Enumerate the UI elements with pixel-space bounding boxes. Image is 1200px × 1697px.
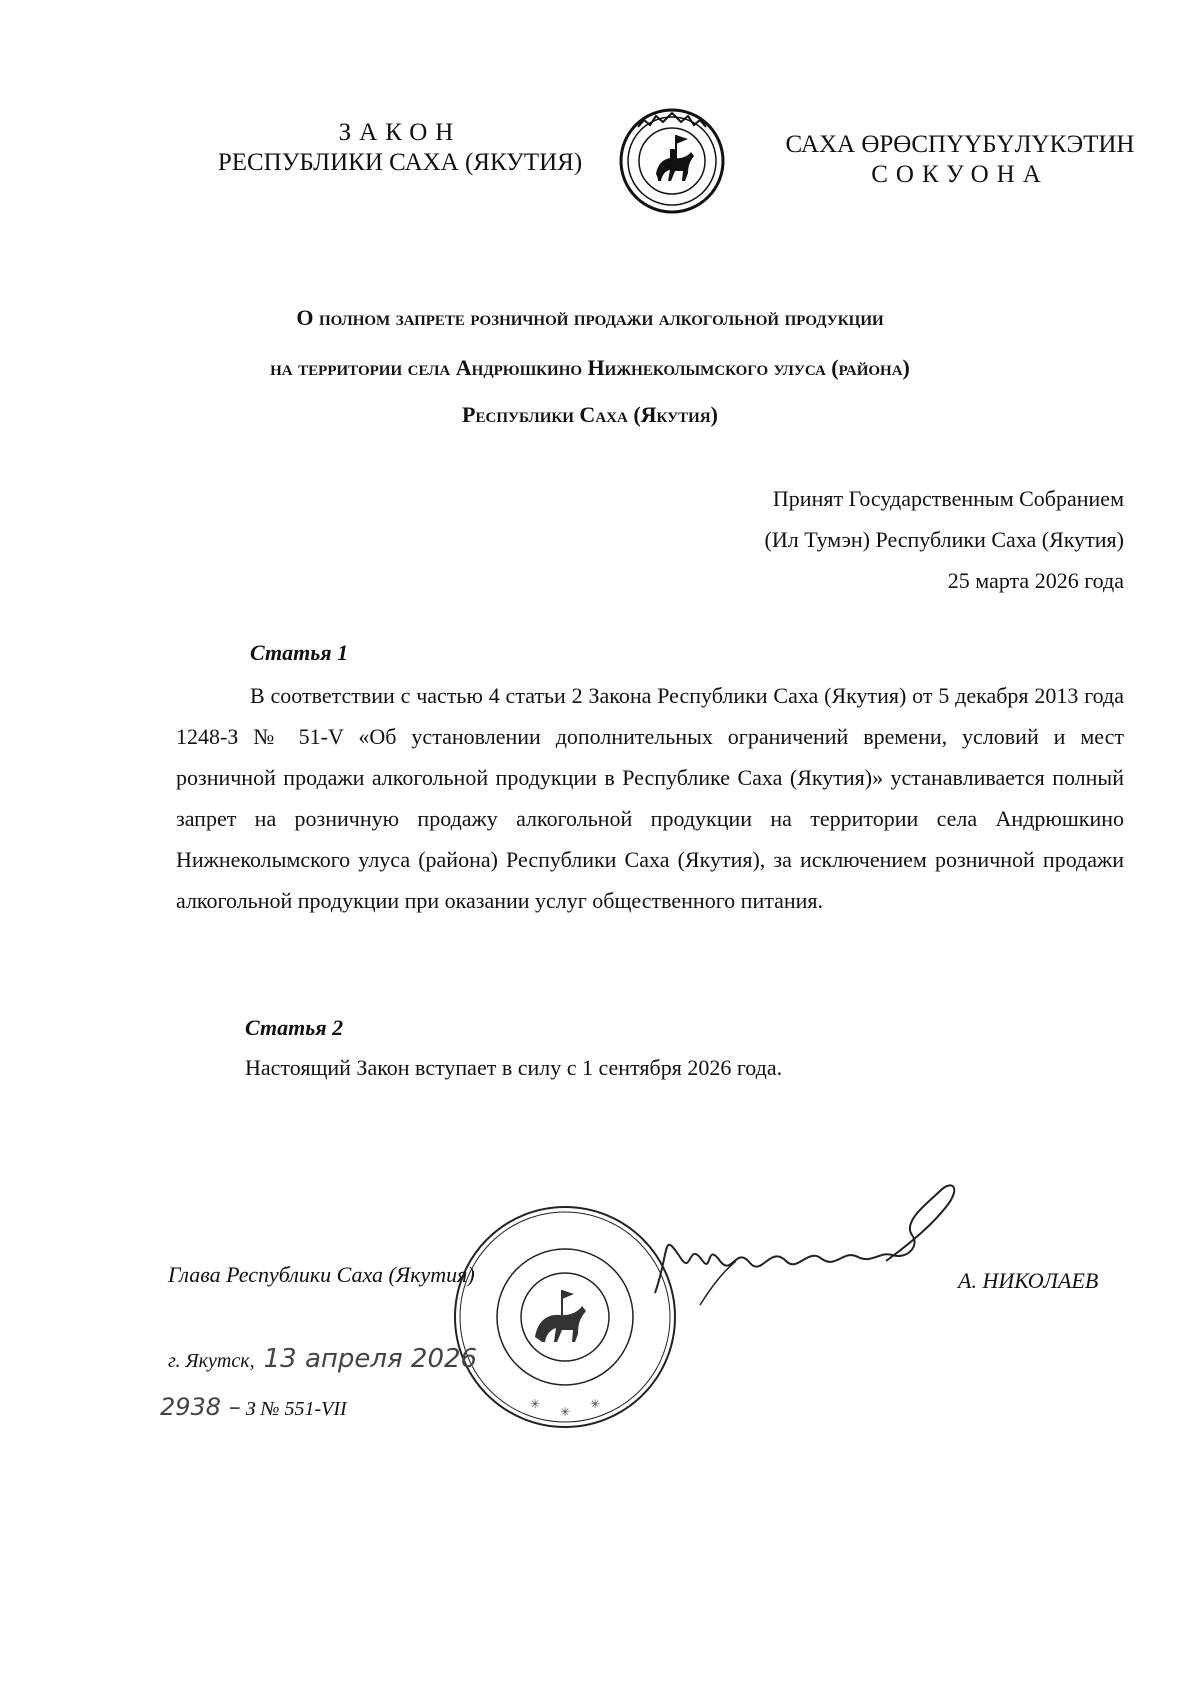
svg-text:✳: ✳ xyxy=(560,1405,571,1419)
article-2-text: Настоящий Закон вступает в силу с 1 сентября 2026 года. xyxy=(245,1055,783,1080)
adoption-block xyxy=(765,478,1124,601)
handwritten-date: 13 апреля 2026 xyxy=(263,1344,478,1374)
signing-place: г. Якутск, xyxy=(168,1350,255,1372)
article-1-text: В соответствии с частью 4 статьи 2 Закона Республики Саха (Якутия) от 5 декабря 2013 года 1248-З № 51-V «Об установлении дополнительных ограничений времени, условий и мест розничной продажи алкогольной продукции в Республике Саха (Якутия)» устанавливается полный запрет на розничную продажу алкогольной продукции на территории села Андрюшкино Нижнеколымского улуса (района) Республики Саха (Якутия), за исключением розничной продажи алкогольной продукции при оказании услуг общественного питания. xyxy=(176,683,1124,913)
article-1-heading: Статья 1 xyxy=(250,640,349,665)
printed-reg-number: З № 551-VII xyxy=(245,1398,347,1420)
signatory-title: Глава Республики Саха (Якутия) xyxy=(168,1262,475,1287)
adoption-line2: (Ил Тумэн) Республики Саха (Якутия) xyxy=(764,527,1124,552)
header-left xyxy=(190,118,610,178)
handwritten-signature-icon xyxy=(640,1165,990,1315)
document-title-line1: О полном запрете розничной продажи алкогольной продукции xyxy=(296,305,884,330)
document-title-line2: на территории села Андрюшкино Нижнеколымского улуса (района) xyxy=(270,355,910,380)
emblem-icon xyxy=(618,107,726,215)
document-title-line3: Республики Саха (Якутия) xyxy=(462,402,718,427)
signing-place-date xyxy=(168,1344,477,1374)
adoption-line1: Принят Государственным Собранием xyxy=(772,486,1124,511)
header-republic-sakha: САХА ӨРӨСПҮҮБҮЛҮКЭТИН xyxy=(785,131,1135,158)
registration-number xyxy=(160,1393,347,1421)
header-right xyxy=(770,130,1150,190)
article-2-heading: Статья 2 xyxy=(245,1015,344,1040)
header-law-word: ЗАКОН xyxy=(338,119,462,146)
svg-text:✳: ✳ xyxy=(530,1397,541,1411)
header-law-word-sakha: СОКУОНА xyxy=(871,161,1049,188)
svg-text:✳: ✳ xyxy=(590,1397,601,1411)
handwritten-reg-number: 2938 – xyxy=(160,1393,241,1421)
header-republic-ru: РЕСПУБЛИКИ САХА (ЯКУТИЯ) xyxy=(217,149,583,176)
signatory-name: А. НИКОЛАЕВ xyxy=(958,1268,1099,1293)
adoption-date: 25 марта 2026 года xyxy=(947,568,1124,593)
